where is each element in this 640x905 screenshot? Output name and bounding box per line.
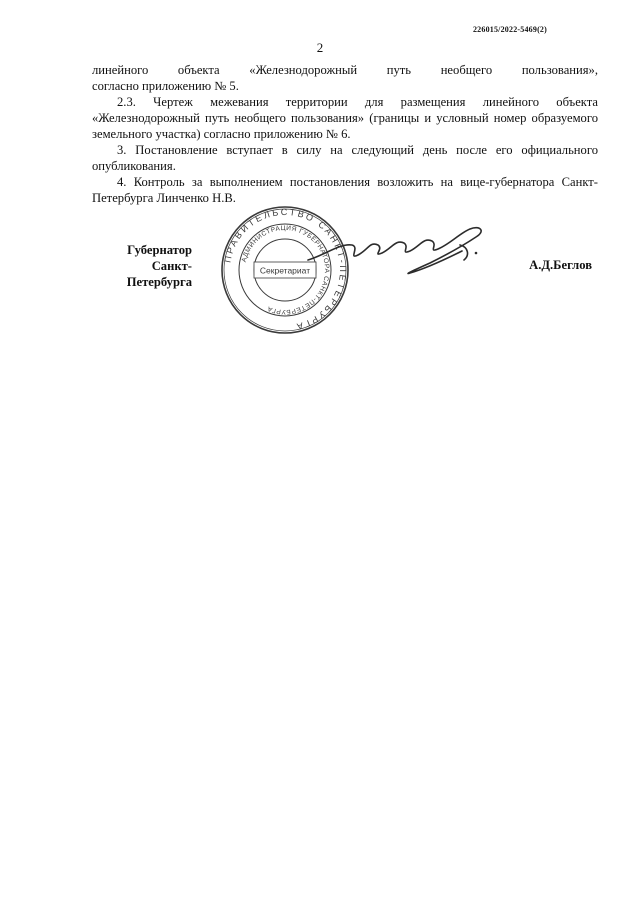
paragraph-3: 3. Постановление вступает в силу на следующий день после его официального опубликования. xyxy=(92,143,598,173)
signatory-name: А.Д.Беглов xyxy=(529,258,592,272)
handwritten-signature xyxy=(300,215,490,285)
seal-outer-text: ПРАВИТЕЛЬСТВО САНКТ-ПЕТЕРБУРГА xyxy=(222,206,349,333)
seal-center-text: Секретариат xyxy=(259,265,311,276)
seal-inner-text: АДМИНИСТРАЦИЯ ГУБЕРНАТОРА САНКТ-ПЕТЕРБУРГА xyxy=(240,224,331,316)
signatory-position xyxy=(92,242,192,290)
signatory-position-line1: Губернатор xyxy=(127,243,192,257)
paragraph-2-3: 2.3. Чертеж межевания территории для размещения линейного объекта «Железнодорожный путь необщего пользования» (границы и условный номер образуемого земельного участка) согласно приложению № 6. xyxy=(92,95,598,141)
signatory-position-line2: Санкт-Петербурга xyxy=(126,259,192,289)
paragraph-4: 4. Контроль за выполнением постановления возложить на вице-губернатора Санкт-Петербурга Линченко Н.В. xyxy=(92,175,598,205)
paragraph-continuation-end: согласно приложению № 5. xyxy=(92,79,239,93)
page-number: 2 xyxy=(316,40,324,55)
document-body xyxy=(92,62,598,206)
document-registration-number: 226015/2022-5469(2) xyxy=(472,25,547,34)
paragraph-continuation-line: линейного объекта «Железнодорожный путь необщего пользования», xyxy=(92,63,598,77)
